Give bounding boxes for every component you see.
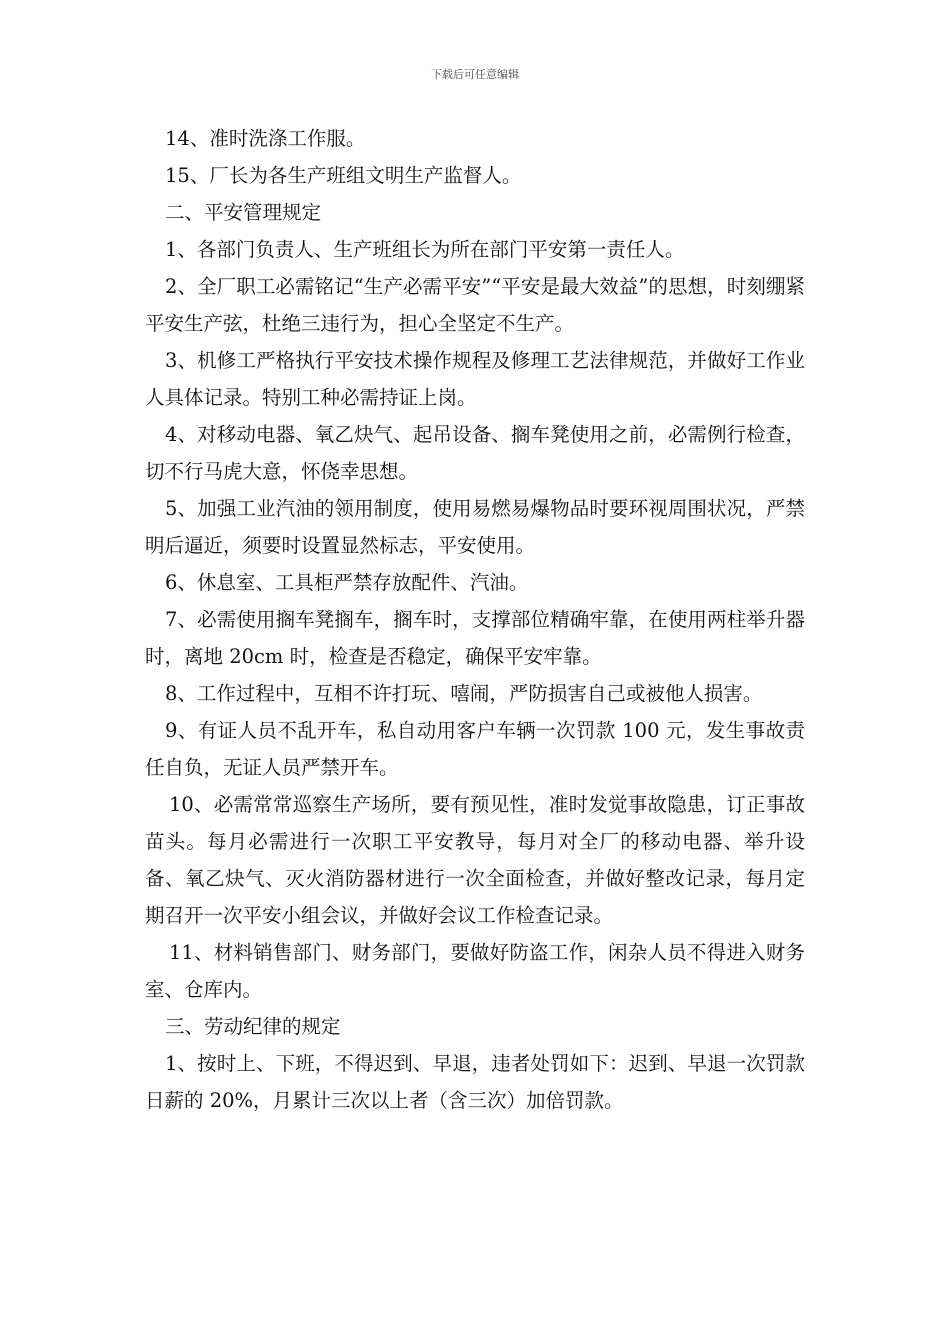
paragraph: 10、必需常常巡察生产场所，要有预见性，准时发觉事故隐患，订正事故苗头。每月必需进行一次职工平安教导，每月对全厂的移动电器、举升设备、氧乙炔气、灭火消防器材进行一次全面检查，并做好整改记录，每月定期召开一次平安小组会议，并做好会议工作检查记录。 [145,793,805,927]
page-header: 下载后可任意编辑 [431,68,519,81]
paragraph: 3、机修工严格执行平安技术操作规程及修理工艺法律规范，并做好工作业人具体记录。特别工种必需持证上岗。 [145,349,805,409]
paragraph: 4、对移动电器、氧乙炔气、起吊设备、搁车凳使用之前，必需例行检查，切不行马虎大意，怀侥幸思想。 [145,423,805,483]
paragraph: 7、必需使用搁车凳搁车，搁车时，支撑部位精确牢靠，在使用两柱举升器时，离地 20cm 时，检查是否稳定，确保平安牢靠。 [145,608,805,668]
paragraph: 1、各部门负责人、生产班组长为所在部门平安第一责任人。 [165,238,685,261]
section-heading: 二、平安管理规定 [165,201,322,224]
document-body [145,120,805,1119]
paragraph: 9、有证人员不乱开车，私自动用客户车辆一次罚款 100 元，发生事故责任自负，无证人员严禁开车。 [145,719,805,779]
paragraph: 5、加强工业汽油的领用制度，使用易燃易爆物品时要环视周围状况，严禁明后逼近，须要时设置显然标志，平安使用。 [145,497,805,557]
paragraph: 14、准时洗涤工作服。 [165,127,366,150]
section-heading: 三、劳动纪律的规定 [165,1015,341,1038]
paragraph: 2、全厂职工必需铭记“生产必需平安”“平安是最大效益”的思想，时刻绷紧平安生产弦，杜绝三违行为，担心全坚定不生产。 [145,275,805,335]
paragraph: 15、厂长为各生产班组文明生产监督人。 [165,164,522,187]
paragraph: 11、材料销售部门、财务部门，要做好防盗工作，闲杂人员不得进入财务室、仓库内。 [145,941,805,1001]
paragraph: 1、按时上、下班，不得迟到、早退，违者处罚如下：迟到、早退一次罚款日薪的 20%，月累计三次以上者（含三次）加倍罚款。 [145,1052,805,1112]
paragraph: 6、休息室、工具柜严禁存放配件、汽油。 [165,571,529,594]
paragraph: 8、工作过程中，互相不许打玩、嘻闹，严防损害自己或被他人损害。 [165,682,763,705]
